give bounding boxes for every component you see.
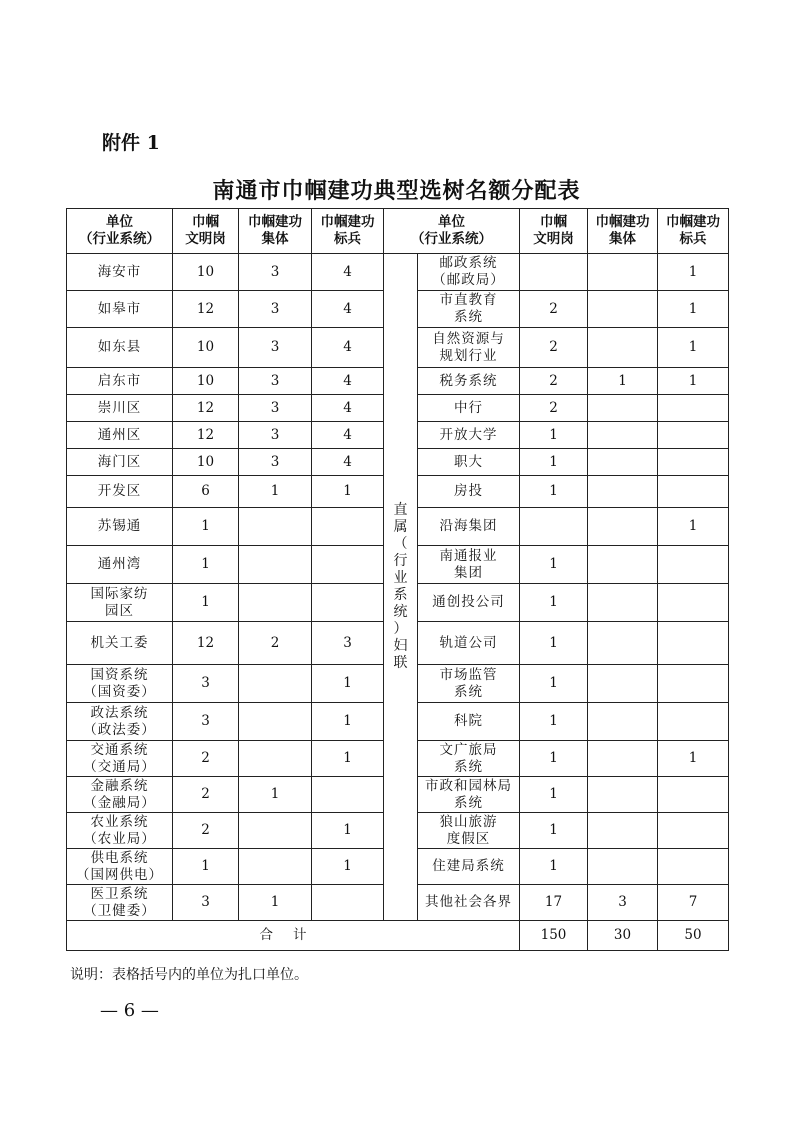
right-unit-cell: 职大 — [418, 449, 520, 476]
left-collective-cell — [239, 546, 312, 584]
right-unit-cell: 住建局系统 — [418, 849, 520, 885]
right-unit-cell: 南通报业 集团 — [418, 546, 520, 584]
header-model-right: 巾帼建功 标兵 — [658, 209, 729, 254]
right-model-cell: 1 — [658, 254, 729, 291]
right-civilized-post-cell: 2 — [520, 368, 588, 395]
left-unit-cell: 交通系统 （交通局） — [67, 741, 173, 777]
left-model-cell: 1 — [312, 849, 384, 885]
right-civilized-post-cell: 1 — [520, 849, 588, 885]
left-unit-cell: 如东县 — [67, 328, 173, 368]
right-model-cell: 1 — [658, 508, 729, 546]
left-civilized-post-cell: 12 — [173, 422, 239, 449]
page-number: — 6 — — [100, 1000, 159, 1021]
table-note: 说明：表格括号内的单位为扎口单位。 — [70, 967, 308, 983]
right-unit-cell: 轨道公司 — [418, 622, 520, 665]
left-model-cell: 1 — [312, 476, 384, 508]
right-collective-cell — [588, 703, 658, 741]
header-collective-left: 巾帼建功 集体 — [239, 209, 312, 254]
left-model-cell: 4 — [312, 328, 384, 368]
left-civilized-post-cell: 12 — [173, 622, 239, 665]
left-unit-cell: 医卫系统 （卫健委） — [67, 885, 173, 921]
right-collective-cell — [588, 291, 658, 328]
header-model-left: 巾帼建功 标兵 — [312, 209, 384, 254]
left-collective-cell — [239, 584, 312, 622]
right-collective-cell — [588, 665, 658, 703]
left-model-cell: 4 — [312, 449, 384, 476]
table-title: 南通市巾帼建功典型选树名额分配表 — [212, 178, 581, 204]
left-unit-cell: 开发区 — [67, 476, 173, 508]
right-unit-cell: 开放大学 — [418, 422, 520, 449]
right-civilized-post-cell: 2 — [520, 291, 588, 328]
right-civilized-post-cell: 1 — [520, 422, 588, 449]
left-collective-cell: 3 — [239, 395, 312, 422]
left-civilized-post-cell: 1 — [173, 546, 239, 584]
right-model-cell — [658, 395, 729, 422]
left-civilized-post-cell: 10 — [173, 328, 239, 368]
left-model-cell: 4 — [312, 395, 384, 422]
total-row — [67, 921, 729, 951]
right-unit-cell: 科院 — [418, 703, 520, 741]
left-civilized-post-cell: 3 — [173, 703, 239, 741]
left-model-cell — [312, 546, 384, 584]
left-model-cell — [312, 508, 384, 546]
left-unit-cell: 供电系统 （国网供电） — [67, 849, 173, 885]
left-unit-cell: 国际家纺 园区 — [67, 584, 173, 622]
direct-group-label: 直 属 （ 行 业 系 统 ） 妇 联 — [384, 254, 418, 921]
left-unit-cell: 海安市 — [67, 254, 173, 291]
right-unit-cell: 沿海集团 — [418, 508, 520, 546]
left-collective-cell — [239, 665, 312, 703]
left-civilized-post-cell: 10 — [173, 254, 239, 291]
right-model-cell — [658, 777, 729, 813]
right-model-cell: 1 — [658, 328, 729, 368]
left-civilized-post-cell: 1 — [173, 584, 239, 622]
left-civilized-post-cell: 2 — [173, 741, 239, 777]
left-model-cell — [312, 885, 384, 921]
total-label: 合计 — [67, 921, 520, 951]
right-collective-cell — [588, 584, 658, 622]
left-collective-cell — [239, 813, 312, 849]
left-collective-cell: 3 — [239, 449, 312, 476]
right-civilized-post-cell: 1 — [520, 584, 588, 622]
total-collective: 30 — [588, 921, 658, 951]
header-collective-right: 巾帼建功 集体 — [588, 209, 658, 254]
left-unit-cell: 金融系统 （金融局） — [67, 777, 173, 813]
right-collective-cell: 3 — [588, 885, 658, 921]
right-unit-cell: 市直教育 系统 — [418, 291, 520, 328]
right-collective-cell — [588, 777, 658, 813]
right-collective-cell — [588, 476, 658, 508]
left-civilized-post-cell: 3 — [173, 665, 239, 703]
left-collective-cell: 1 — [239, 476, 312, 508]
left-unit-cell: 海门区 — [67, 449, 173, 476]
left-unit-cell: 政法系统 （政法委） — [67, 703, 173, 741]
right-unit-cell: 中行 — [418, 395, 520, 422]
left-collective-cell: 3 — [239, 368, 312, 395]
right-model-cell: 1 — [658, 291, 729, 328]
right-model-cell: 7 — [658, 885, 729, 921]
header-unit-right: 单位 （行业系统） — [384, 209, 520, 254]
right-model-cell — [658, 584, 729, 622]
right-model-cell — [658, 449, 729, 476]
right-unit-cell: 市场监管 系统 — [418, 665, 520, 703]
left-civilized-post-cell: 12 — [173, 291, 239, 328]
right-collective-cell — [588, 254, 658, 291]
total-model: 50 — [658, 921, 729, 951]
left-model-cell: 1 — [312, 813, 384, 849]
right-unit-cell: 邮政系统 （邮政局） — [418, 254, 520, 291]
right-collective-cell — [588, 741, 658, 777]
left-civilized-post-cell: 1 — [173, 508, 239, 546]
table-row — [67, 254, 729, 291]
left-collective-cell — [239, 741, 312, 777]
left-unit-cell: 苏锡通 — [67, 508, 173, 546]
right-model-cell — [658, 476, 729, 508]
attachment-label: 附件 1 — [102, 132, 160, 154]
right-model-cell — [658, 813, 729, 849]
right-unit-cell: 其他社会各界 — [418, 885, 520, 921]
right-civilized-post-cell: 1 — [520, 813, 588, 849]
right-model-cell — [658, 665, 729, 703]
left-collective-cell — [239, 703, 312, 741]
right-civilized-post-cell — [520, 254, 588, 291]
left-model-cell: 3 — [312, 622, 384, 665]
right-unit-cell: 房投 — [418, 476, 520, 508]
right-civilized-post-cell: 1 — [520, 546, 588, 584]
right-collective-cell — [588, 328, 658, 368]
left-collective-cell: 1 — [239, 777, 312, 813]
left-civilized-post-cell: 6 — [173, 476, 239, 508]
left-unit-cell: 通州区 — [67, 422, 173, 449]
header-unit-left: 单位 （行业系统） — [67, 209, 173, 254]
left-civilized-post-cell: 2 — [173, 813, 239, 849]
left-unit-cell: 机关工委 — [67, 622, 173, 665]
left-collective-cell: 3 — [239, 328, 312, 368]
right-civilized-post-cell: 1 — [520, 449, 588, 476]
right-unit-cell: 狼山旅游 度假区 — [418, 813, 520, 849]
header-row — [67, 209, 729, 254]
left-unit-cell: 如皋市 — [67, 291, 173, 328]
right-model-cell: 1 — [658, 741, 729, 777]
left-model-cell: 4 — [312, 291, 384, 328]
right-unit-cell: 自然资源与 规划行业 — [418, 328, 520, 368]
right-unit-cell: 市政和园林局 系统 — [418, 777, 520, 813]
left-model-cell: 4 — [312, 368, 384, 395]
left-collective-cell: 3 — [239, 291, 312, 328]
right-model-cell: 1 — [658, 368, 729, 395]
left-unit-cell: 崇川区 — [67, 395, 173, 422]
left-collective-cell: 2 — [239, 622, 312, 665]
left-civilized-post-cell: 10 — [173, 368, 239, 395]
right-collective-cell — [588, 395, 658, 422]
right-civilized-post-cell: 1 — [520, 476, 588, 508]
right-model-cell — [658, 546, 729, 584]
right-collective-cell — [588, 546, 658, 584]
left-model-cell: 4 — [312, 254, 384, 291]
right-unit-cell: 税务系统 — [418, 368, 520, 395]
right-collective-cell — [588, 622, 658, 665]
right-unit-cell: 通创投公司 — [418, 584, 520, 622]
left-civilized-post-cell: 10 — [173, 449, 239, 476]
total-civilized-post: 150 — [520, 921, 588, 951]
right-civilized-post-cell: 2 — [520, 328, 588, 368]
right-collective-cell: 1 — [588, 368, 658, 395]
left-model-cell: 1 — [312, 703, 384, 741]
left-civilized-post-cell: 1 — [173, 849, 239, 885]
left-unit-cell: 国资系统 （国资委） — [67, 665, 173, 703]
right-model-cell — [658, 422, 729, 449]
left-collective-cell — [239, 849, 312, 885]
left-civilized-post-cell: 2 — [173, 777, 239, 813]
right-model-cell — [658, 622, 729, 665]
left-civilized-post-cell: 12 — [173, 395, 239, 422]
left-model-cell — [312, 584, 384, 622]
left-civilized-post-cell: 3 — [173, 885, 239, 921]
right-civilized-post-cell: 1 — [520, 777, 588, 813]
left-model-cell: 1 — [312, 741, 384, 777]
right-collective-cell — [588, 813, 658, 849]
left-unit-cell: 通州湾 — [67, 546, 173, 584]
right-collective-cell — [588, 508, 658, 546]
right-unit-cell: 文广旅局 系统 — [418, 741, 520, 777]
right-civilized-post-cell: 1 — [520, 665, 588, 703]
right-civilized-post-cell — [520, 508, 588, 546]
right-civilized-post-cell: 1 — [520, 622, 588, 665]
header-civilized-post-left: 巾帼 文明岗 — [173, 209, 239, 254]
left-model-cell: 4 — [312, 422, 384, 449]
right-civilized-post-cell: 2 — [520, 395, 588, 422]
header-civilized-post-right: 巾帼 文明岗 — [520, 209, 588, 254]
right-collective-cell — [588, 849, 658, 885]
allocation-table — [66, 208, 729, 951]
left-collective-cell: 1 — [239, 885, 312, 921]
left-unit-cell: 农业系统 （农业局） — [67, 813, 173, 849]
right-collective-cell — [588, 422, 658, 449]
left-unit-cell: 启东市 — [67, 368, 173, 395]
right-civilized-post-cell: 17 — [520, 885, 588, 921]
left-collective-cell: 3 — [239, 422, 312, 449]
left-model-cell: 1 — [312, 665, 384, 703]
left-collective-cell — [239, 508, 312, 546]
left-model-cell — [312, 777, 384, 813]
right-civilized-post-cell: 1 — [520, 741, 588, 777]
right-model-cell — [658, 849, 729, 885]
right-civilized-post-cell: 1 — [520, 703, 588, 741]
left-collective-cell: 3 — [239, 254, 312, 291]
right-model-cell — [658, 703, 729, 741]
right-collective-cell — [588, 449, 658, 476]
